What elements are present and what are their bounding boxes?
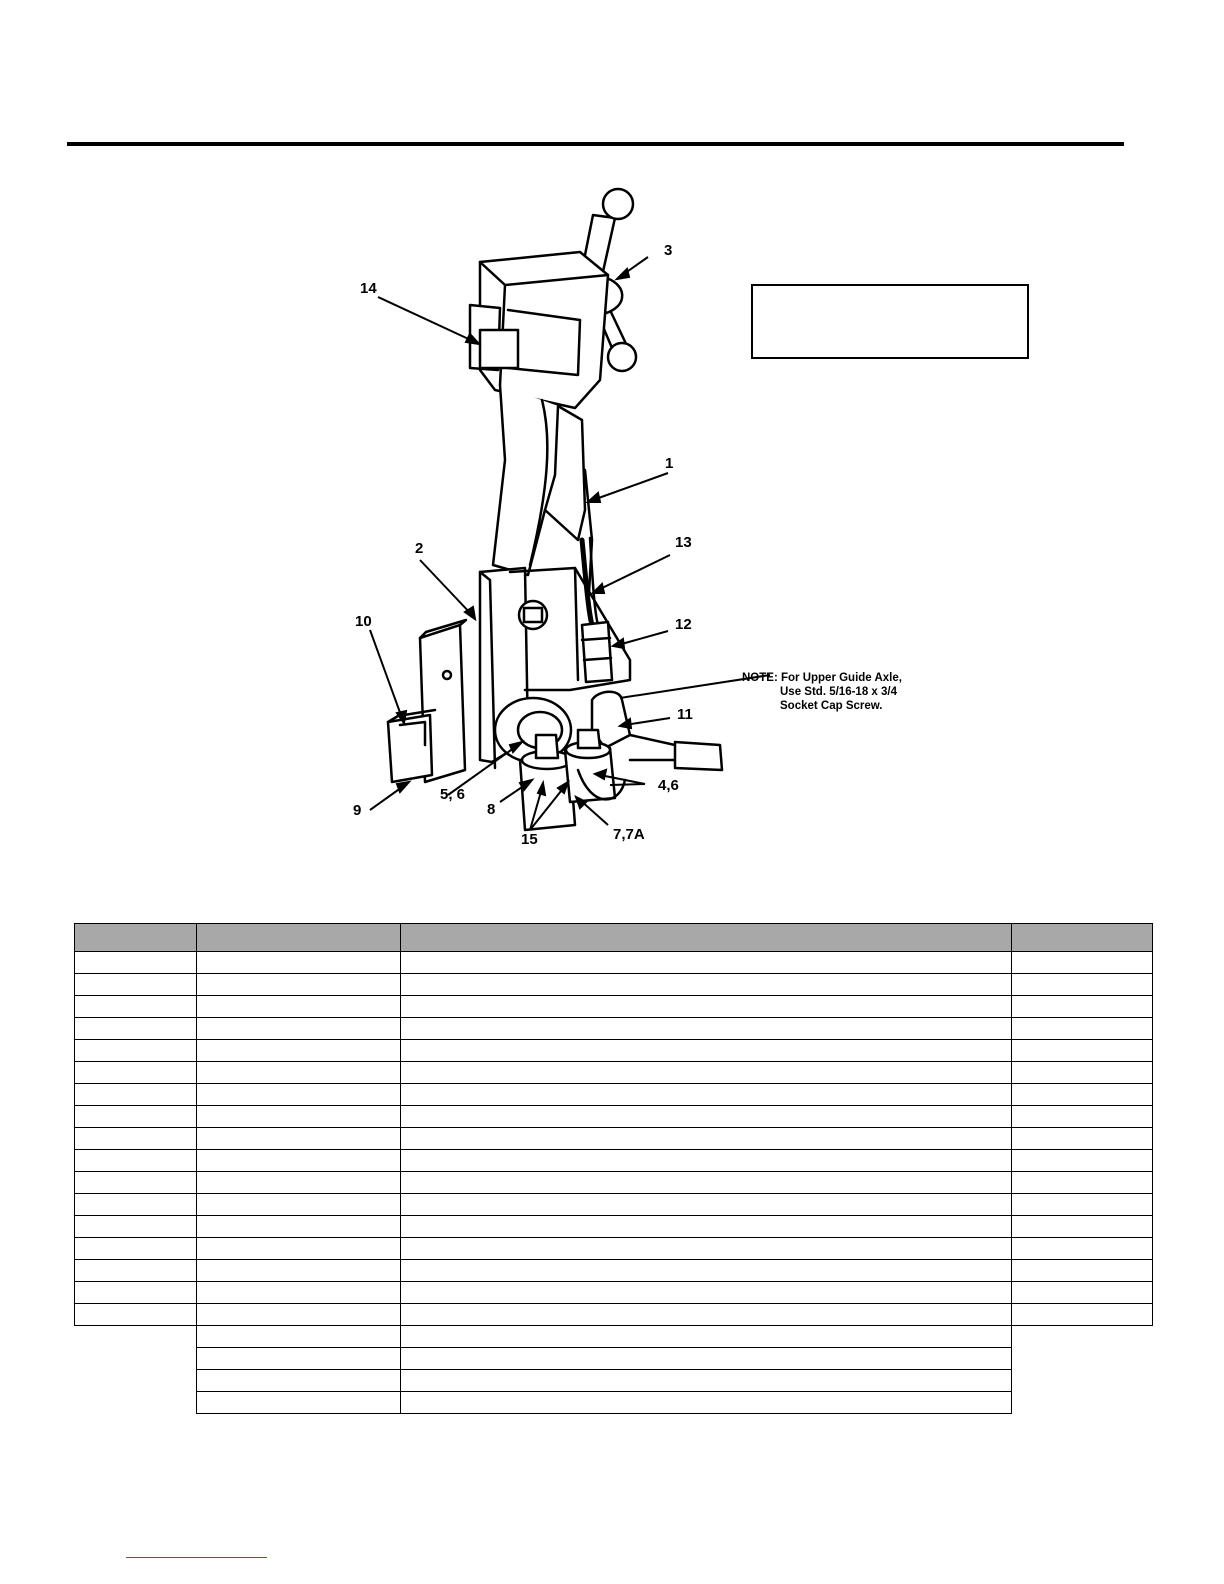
header-item bbox=[75, 924, 197, 952]
note-text bbox=[742, 671, 942, 713]
table-row bbox=[75, 1128, 1153, 1150]
table-row-partial bbox=[75, 1392, 1153, 1414]
table-row bbox=[75, 1260, 1153, 1282]
header-description bbox=[401, 924, 1012, 952]
callout-13: 13 bbox=[675, 534, 692, 551]
table-row bbox=[75, 1282, 1153, 1304]
info-box bbox=[751, 284, 1029, 359]
table-row bbox=[75, 1040, 1153, 1062]
callout-12: 12 bbox=[675, 616, 692, 633]
guide-arm-illustration bbox=[330, 170, 810, 860]
callout-9: 9 bbox=[353, 802, 362, 819]
table-row bbox=[75, 1216, 1153, 1238]
callout-3: 3 bbox=[664, 242, 673, 259]
callout-8: 8 bbox=[487, 801, 496, 818]
table-row bbox=[75, 1084, 1153, 1106]
callout-11: 11 bbox=[677, 706, 693, 723]
table-header-row bbox=[75, 924, 1153, 952]
table-row bbox=[75, 1238, 1153, 1260]
header-part-number bbox=[197, 924, 401, 952]
note-line-3: Socket Cap Screw. bbox=[780, 700, 883, 712]
callout-4-6: 4,6 bbox=[658, 777, 679, 794]
callout-14: 14 bbox=[360, 280, 377, 297]
callout-1: 1 bbox=[665, 455, 674, 472]
table-row bbox=[75, 1194, 1153, 1216]
table-row bbox=[75, 1018, 1153, 1040]
table-row bbox=[75, 974, 1153, 996]
table-row-partial bbox=[75, 1370, 1153, 1392]
table-row-partial bbox=[75, 1326, 1153, 1348]
table-row bbox=[75, 1106, 1153, 1128]
callout-15: 15 bbox=[521, 831, 538, 848]
table-row bbox=[75, 1150, 1153, 1172]
footer-link-underline[interactable] bbox=[126, 1556, 267, 1558]
callout-10: 10 bbox=[355, 613, 372, 630]
note-line-2: Use Std. 5/16-18 x 3/4 bbox=[780, 686, 897, 698]
table-row bbox=[75, 1172, 1153, 1194]
header-rule bbox=[67, 142, 1124, 146]
note-line-1: NOTE: For Upper Guide Axle, bbox=[742, 672, 902, 684]
table-row-partial bbox=[75, 1348, 1153, 1370]
header-quantity bbox=[1012, 924, 1153, 952]
table-row bbox=[75, 952, 1153, 974]
parts-table bbox=[74, 923, 1153, 1414]
table-row bbox=[75, 1062, 1153, 1084]
callout-7-7a: 7,7A bbox=[613, 826, 645, 843]
table-row bbox=[75, 1304, 1153, 1326]
table-row bbox=[75, 996, 1153, 1018]
callout-5-6: 5, 6 bbox=[440, 786, 466, 803]
callout-2: 2 bbox=[415, 540, 424, 557]
